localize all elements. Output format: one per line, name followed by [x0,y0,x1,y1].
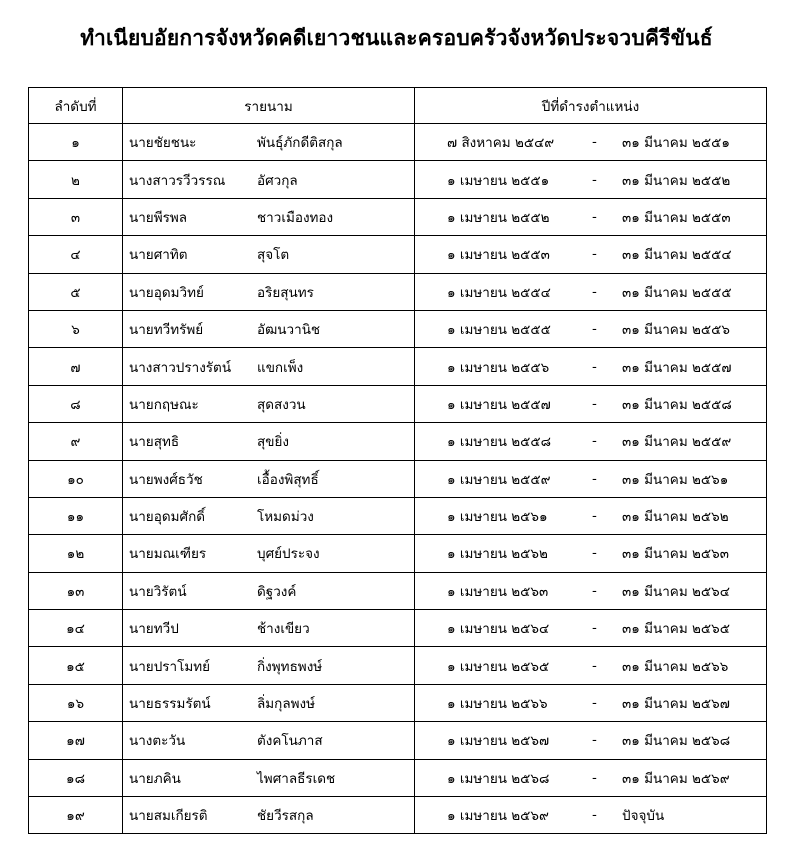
table-row [29,797,767,834]
term-separator: - [592,807,597,824]
term-cell [415,310,767,347]
term-separator: - [592,208,597,225]
full-name [123,318,414,340]
first-name: นายมณเฑียร [129,546,207,563]
first-name: นายชัยชนะ [129,135,197,152]
last-name: กิ่งพุทธพงษ์ [257,658,323,675]
last-name: พันธุ์ภักดีติสกุล [257,135,343,152]
term-start-date: ๑ เมษายน ๒๕๕๗ [447,396,551,413]
term-range [415,468,766,490]
term-cell [415,273,767,310]
term-start-date: ๑ เมษายน ๒๕๕๘ [447,434,552,451]
term-range [415,692,766,714]
full-name [123,767,414,789]
term-separator: - [592,657,597,674]
name-cell [123,348,415,385]
term-separator: - [592,582,597,599]
term-range [415,131,766,153]
table-row [29,460,767,497]
term-end-date: ๓๑ มีนาคม ๒๕๕๒ [622,172,731,189]
last-name: ช้างเขียว [257,621,310,638]
first-name: นายกฤษณะ [129,396,199,413]
first-name: นางสาวรวีวรรณ [129,172,226,189]
order-number-cell: ๘ [29,385,123,422]
table-row [29,198,767,235]
table-row [29,535,767,572]
term-start-date: ๑ เมษายน ๒๕๖๖ [447,696,548,713]
order-number-cell: ๑๗ [29,722,123,759]
term-end-date: ๓๑ มีนาคม ๒๕๖๒ [622,509,729,526]
full-name [123,505,414,527]
term-separator: - [592,358,597,375]
last-name: อัฒนวานิช [257,322,321,339]
header-name: รายนาม [123,88,415,124]
table-row [29,161,767,198]
term-cell [415,236,767,273]
last-name: อริยสุนทร [257,284,314,301]
term-end-date: ๓๑ มีนาคม ๒๕๖๘ [622,733,731,750]
name-cell [123,759,415,796]
full-name [123,169,414,191]
table-row [29,572,767,609]
term-end-date: ๓๑ มีนาคม ๒๕๖๔ [622,583,730,600]
term-cell [415,610,767,647]
term-start-date: ๑ เมษายน ๒๕๖๔ [447,621,550,638]
first-name: นายธรรมรัตน์ [129,696,211,713]
table-row [29,722,767,759]
first-name: นายพีรพล [129,209,188,226]
full-name [123,729,414,751]
last-name: โหมดม่วง [257,509,314,526]
term-start-date: ๑ เมษายน ๒๕๕๔ [447,284,551,301]
last-name: สุขยิ่ง [257,434,289,451]
term-cell [415,647,767,684]
name-cell [123,684,415,721]
term-range [415,169,766,191]
name-cell [123,535,415,572]
table-row [29,423,767,460]
term-separator: - [592,171,597,188]
page-title: ทำเนียบอัยการจังหวัดคดีเยาวชนและครอบครัวจังหวัดประจวบคีรีขันธ์ [80,26,713,50]
full-name [123,617,414,639]
order-number-cell: ๑๓ [29,572,123,609]
term-separator: - [592,620,597,637]
term-cell [415,124,767,161]
table-row [29,610,767,647]
term-start-date: ๑ เมษายน ๒๕๖๑ [447,509,548,526]
term-range [415,505,766,527]
name-cell [123,385,415,422]
term-separator: - [592,395,597,412]
term-start-date: ๑ เมษายน ๒๕๕๖ [447,359,550,376]
name-cell [123,722,415,759]
term-range [415,206,766,228]
order-number-cell: ๔ [29,236,123,273]
name-cell [123,797,415,834]
last-name: เอื้องพิสุทธิ์ [257,471,319,488]
order-number-cell: ๗ [29,348,123,385]
full-name [123,655,414,677]
term-end-date: ๓๑ มีนาคม ๒๕๕๙ [622,434,732,451]
term-cell [415,684,767,721]
last-name: สุดสงวน [257,396,306,413]
term-separator: - [592,433,597,450]
term-start-date: ๑ เมษายน ๒๕๖๒ [447,546,548,563]
order-number-cell: ๕ [29,273,123,310]
name-cell [123,460,415,497]
last-name: ไพศาลธีรเดช [257,770,336,787]
order-number-cell: ๑ [29,124,123,161]
term-cell [415,572,767,609]
full-name [123,804,414,826]
term-separator: - [592,545,597,562]
term-separator: - [592,508,597,525]
first-name: นายสมเกียรติ [129,808,208,825]
name-cell [123,198,415,235]
full-name [123,281,414,303]
term-end-date: ๓๑ มีนาคม ๒๕๖๗ [622,696,730,713]
term-end-date: ๓๑ มีนาคม ๒๕๖๓ [622,546,729,563]
term-cell [415,161,767,198]
name-cell [123,423,415,460]
term-separator: - [592,283,597,300]
full-name [123,468,414,490]
full-name [123,393,414,415]
term-range [415,281,766,303]
order-number-cell: ๙ [29,423,123,460]
term-start-date: ๑ เมษายน ๒๕๕๑ [447,172,550,189]
order-number-cell: ๑๖ [29,684,123,721]
full-name [123,356,414,378]
first-name: นายทวีทรัพย์ [129,322,204,339]
first-name: นางตะวัน [129,733,186,750]
term-end-date: ๓๑ มีนาคม ๒๕๖๑ [622,471,729,488]
term-start-date: ๗ สิงหาคม ๒๕๔๙ [447,135,555,152]
table-row [29,759,767,796]
term-end-date: ๓๑ มีนาคม ๒๕๕๑ [622,135,730,152]
term-start-date: ๑ เมษายน ๒๕๖๗ [447,733,550,750]
order-number-cell: ๑๕ [29,647,123,684]
order-number-cell: ๑๘ [29,759,123,796]
term-separator: - [592,246,597,263]
table-row [29,348,767,385]
name-cell [123,124,415,161]
term-cell [415,535,767,572]
term-end-date: ๓๑ มีนาคม ๒๕๖๕ [622,621,730,638]
term-cell [415,348,767,385]
order-number-cell: ๖ [29,310,123,347]
term-end-date: ๓๑ มีนาคม ๒๕๕๘ [622,396,732,413]
full-name [123,243,414,265]
name-cell [123,273,415,310]
table-row [29,385,767,422]
full-name [123,692,414,714]
order-number-cell: ๑๙ [29,797,123,834]
full-name [123,580,414,602]
term-separator: - [592,321,597,338]
term-end-date: ปัจจุบัน [622,808,665,825]
term-start-date: ๑ เมษายน ๒๕๕๙ [447,471,551,488]
header-order-number: ลำดับที่ [29,88,123,124]
term-end-date: ๓๑ มีนาคม ๒๕๕๕ [622,284,732,301]
last-name: ชาวเมืองทอง [257,209,334,226]
term-end-date: ๓๑ มีนาคม ๒๕๕๗ [622,359,732,376]
first-name: นายภคิน [129,770,181,787]
name-cell [123,161,415,198]
term-range [415,804,766,826]
term-range [415,729,766,751]
last-name: บุศย์ประจง [257,546,320,563]
table-header-row [29,88,767,124]
table-row [29,310,767,347]
first-name: นายศาทิต [129,247,188,264]
term-cell [415,198,767,235]
first-name: นายอุดมวิทย์ [129,284,204,301]
order-number-cell: ๒ [29,161,123,198]
term-range [415,617,766,639]
prosecutor-roster-table [28,87,767,834]
term-start-date: ๑ เมษายน ๒๕๖๙ [447,808,549,825]
last-name: ดิฐวงค์ [257,583,297,600]
name-cell [123,572,415,609]
last-name: อัศวกุล [257,172,298,189]
term-cell [415,722,767,759]
full-name [123,542,414,564]
header-term: ปีที่ดำรงตำแหน่ง [415,88,767,124]
table-row [29,273,767,310]
term-start-date: ๑ เมษายน ๒๕๕๓ [447,247,550,264]
term-end-date: ๓๑ มีนาคม ๒๕๖๙ [622,770,730,787]
full-name [123,206,414,228]
term-separator: - [592,134,597,151]
name-cell [123,236,415,273]
term-end-date: ๓๑ มีนาคม ๒๕๕๔ [622,247,732,264]
term-start-date: ๑ เมษายน ๒๕๖๓ [447,583,549,600]
first-name: นายสุทธิ [129,434,180,451]
term-cell [415,460,767,497]
term-cell [415,497,767,534]
term-start-date: ๑ เมษายน ๒๕๖๕ [447,658,550,675]
term-range [415,430,766,452]
term-start-date: ๑ เมษายน ๒๕๕๒ [447,209,550,226]
last-name: ชัยวีรสกุล [257,808,314,825]
table-row [29,236,767,273]
order-number-cell: ๑๔ [29,610,123,647]
term-range [415,243,766,265]
table-row [29,684,767,721]
order-number-cell: ๑๒ [29,535,123,572]
name-cell [123,647,415,684]
order-number-cell: ๑๑ [29,497,123,534]
term-range [415,542,766,564]
term-cell [415,385,767,422]
term-range [415,655,766,677]
term-cell [415,423,767,460]
term-separator: - [592,732,597,749]
table-row [29,497,767,534]
first-name: นายวิรัตน์ [129,583,187,600]
term-range [415,356,766,378]
term-end-date: ๓๑ มีนาคม ๒๕๕๓ [622,209,731,226]
table-body [29,124,767,834]
first-name: นายพงศ์ธวัช [129,471,203,488]
term-range [415,580,766,602]
term-cell [415,759,767,796]
table-row [29,647,767,684]
term-range [415,767,766,789]
last-name: แขกเพ็ง [257,359,304,376]
table-row [29,124,767,161]
last-name: ตังคโนภาส [257,733,323,750]
full-name [123,131,414,153]
term-separator: - [592,769,597,786]
name-cell [123,310,415,347]
term-end-date: ๓๑ มีนาคม ๒๕๖๖ [622,658,729,675]
full-name [123,430,414,452]
term-separator: - [592,695,597,712]
first-name: นายปราโมทย์ [129,658,211,675]
term-range [415,318,766,340]
last-name: ลิ่มกุลพงษ์ [257,696,316,713]
term-separator: - [592,470,597,487]
term-start-date: ๑ เมษายน ๒๕๖๘ [447,770,550,787]
name-cell [123,610,415,647]
order-number-cell: ๓ [29,198,123,235]
first-name: นายทวีป [129,621,179,638]
first-name: นายอุดมศักดิ์ [129,509,206,526]
term-range [415,393,766,415]
term-end-date: ๓๑ มีนาคม ๒๕๕๖ [622,322,730,339]
term-cell [415,797,767,834]
order-number-cell: ๑๐ [29,460,123,497]
last-name: สุจโต [257,247,290,264]
first-name: นางสาวปรางรัตน์ [129,359,232,376]
name-cell [123,497,415,534]
term-start-date: ๑ เมษายน ๒๕๕๕ [447,322,551,339]
